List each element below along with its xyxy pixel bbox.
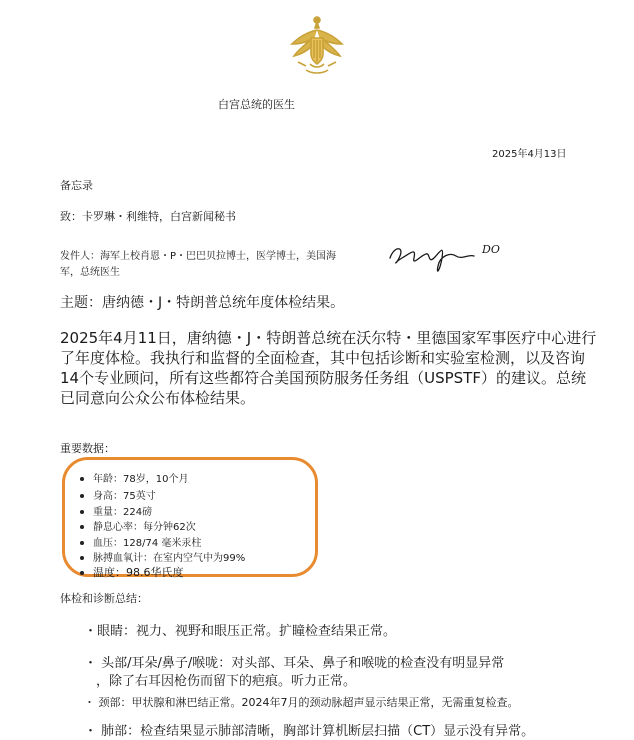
body-line: 了年度体检。我执行和监督的全面检查，其中包括诊断和实验室检测，以及咨询 <box>60 349 586 367</box>
body-line: 2025年4月11日，唐纳德・J・特朗普总统在沃尔特・里德国家军事医疗中心进行 <box>60 329 597 347</box>
exam-eyes: ・眼睛：视力、视野和眼压正常。扩瞳检查结果正常。 <box>84 624 397 639</box>
memo-date: 2025年4月13日 <box>492 149 567 160</box>
exam-ent-line2: ，除了右耳因枪伤而留下的疤痕。听力正常。 <box>96 674 357 689</box>
bullet-icon <box>80 477 84 481</box>
bullet-icon <box>80 556 84 560</box>
vital-item: 年龄：78岁，10个月 <box>80 470 188 485</box>
vital-item: 血压：128/74 毫米汞柱 <box>80 534 201 549</box>
memo-label: 备忘录 <box>60 179 93 192</box>
memo-to: 致：卡罗琳・利维特，白宫新闻秘书 <box>60 210 236 223</box>
exam-neck: ・ 颈部：甲状腺和淋巴结正常。2024年7月的颈动脉超声显示结果正常，无需重复检查。 <box>84 696 519 709</box>
signature-icon <box>386 236 496 276</box>
bullet-icon <box>80 541 84 545</box>
vitals-heading: 重要数据： <box>60 442 115 455</box>
vital-item: 身高：75英寸 <box>80 487 156 502</box>
body-line: 14个专业顾问，所有这些都符合美国预防服务任务组（USPSTF）的建议。总统 <box>60 369 586 387</box>
exam-ent-line1: ・ 头部/耳朵/鼻子/喉咙：对头部、耳朵、鼻子和喉咙的检查没有明显异常 <box>84 656 505 671</box>
bullet-icon <box>80 525 84 529</box>
signature-suffix: DO <box>482 243 500 256</box>
exam-heading: 体检和诊断总结： <box>60 592 148 605</box>
office-title: 白宫总统的医生 <box>218 98 295 111</box>
bullet-icon <box>80 494 84 498</box>
vital-item: 温度：98.6华氏度 <box>80 564 184 580</box>
bullet-icon <box>80 571 84 575</box>
body-line: 已同意向公众公布体检结果。 <box>60 389 256 407</box>
memo-body <box>60 328 597 408</box>
memo-subject: 主题：唐纳德・J・特朗普总统年度体检结果。 <box>60 295 345 311</box>
memo-from-line2: 军，总统医生 <box>60 267 120 278</box>
vital-item: 脉搏血氧计：在室内空气中为99% <box>80 549 245 564</box>
exam-lungs: ・ 肺部：检查结果显示肺部清晰，胸部计算机断层扫描（CT）显示没有异常。 <box>84 724 535 739</box>
vital-item: 重量：224磅 <box>80 503 152 518</box>
bullet-icon <box>80 510 84 514</box>
vital-item: 静息心率：每分钟62次 <box>80 518 196 533</box>
memo-from-line1: 发件人：海军上校肖恩・P・巴巴贝拉博士，医学博士，美国海 <box>60 251 337 262</box>
presidential-seal-icon <box>286 14 348 80</box>
